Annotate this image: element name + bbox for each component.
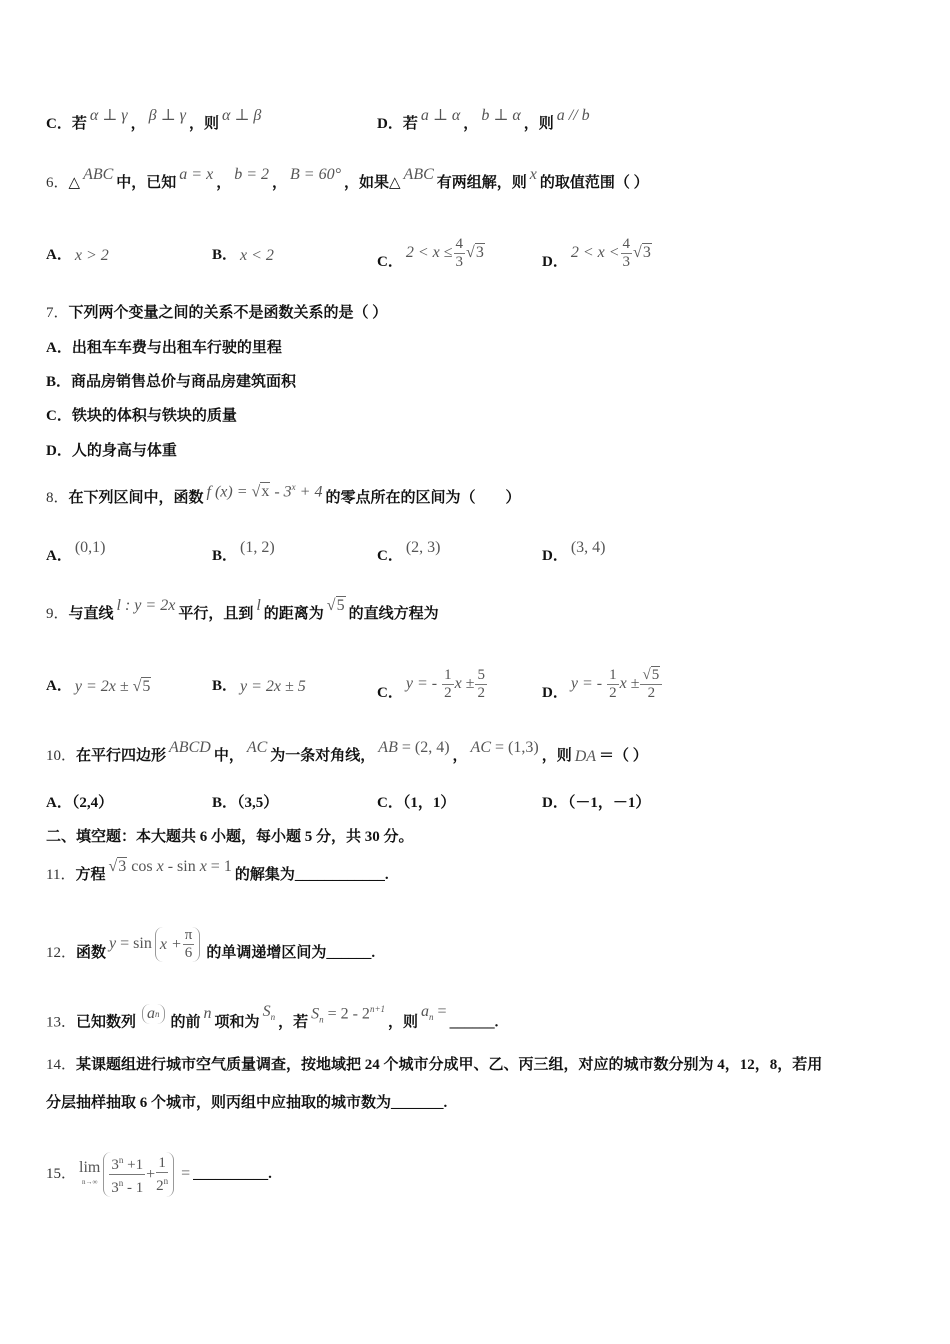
- math-text: (1, 2): [240, 538, 275, 556]
- text: ，则: [523, 116, 554, 132]
- q7-option-c: [46, 406, 237, 426]
- numerator: [156, 1155, 168, 1173]
- q6-option-c: [377, 236, 488, 280]
- math-expression: [530, 165, 537, 185]
- math-symbol: f (x) =: [206, 483, 252, 501]
- answer-blank: ______: [449, 1014, 495, 1031]
- math-symbol: AC: [246, 738, 268, 756]
- math-text: = 1: [206, 857, 232, 875]
- math-text: 3: [111, 1157, 119, 1173]
- q7-option-b: [46, 372, 296, 392]
- math-expression: [139, 1004, 168, 1024]
- math-text: = 2 - 2: [323, 1005, 370, 1023]
- limit-subscript: n→∞: [81, 1177, 98, 1186]
- parentheses: [103, 1152, 174, 1197]
- answer-blank: _______: [391, 1095, 444, 1111]
- q7-option-a: [46, 338, 282, 358]
- math-expression: [75, 538, 106, 558]
- math-symbol: + 4: [295, 483, 323, 501]
- question-number: 13．: [46, 1014, 77, 1031]
- text: A．: [46, 678, 72, 694]
- superscript: n: [163, 1175, 169, 1186]
- math-symbol: x: [529, 165, 537, 183]
- math-symbol: a = x: [179, 165, 214, 183]
- q14-stem-line2: [46, 1093, 447, 1113]
- math-expression: [471, 738, 539, 758]
- q9-option-b: [212, 676, 309, 697]
- denominator: 2: [609, 685, 617, 701]
- text: C．: [377, 253, 403, 270]
- superscript: x: [291, 482, 296, 492]
- subscript: n: [270, 1011, 276, 1022]
- question-number: 12．: [46, 944, 77, 961]
- math-symbol: y = -: [405, 675, 442, 693]
- fraction: [621, 236, 633, 271]
- fraction: [183, 927, 195, 962]
- superscript: n+1: [369, 1004, 386, 1014]
- radicand: 3: [642, 244, 651, 262]
- fraction: [454, 236, 466, 271]
- text: .: [268, 1165, 272, 1182]
- math-symbol: b ⊥ α: [481, 106, 521, 124]
- math-expression: [179, 165, 213, 185]
- superscript: n: [118, 1178, 124, 1188]
- math-text: - sin: [163, 857, 200, 875]
- question-number: 7．: [46, 305, 69, 321]
- numerator: 1: [444, 667, 452, 683]
- fraction: [475, 667, 487, 702]
- math-text: =: [433, 1002, 447, 1020]
- math-symbol: y: [109, 935, 117, 953]
- q6-option-a: [46, 245, 112, 266]
- math-expression: [240, 677, 306, 697]
- text: 为一条对角线，: [270, 748, 376, 764]
- q9-option-c: [377, 667, 491, 711]
- answer-blank: ______: [326, 944, 372, 961]
- text: ，: [452, 748, 468, 764]
- parentheses: [142, 1004, 165, 1024]
- text: D．若: [377, 116, 418, 132]
- math-expression: [169, 738, 211, 758]
- text: A．（2,4）: [46, 795, 114, 811]
- text: .: [371, 944, 376, 961]
- question-number: 14．: [46, 1057, 77, 1073]
- math-symbol: β ⊥ γ: [148, 106, 186, 124]
- math-symbol: a ⊥ α: [420, 106, 461, 124]
- text: D．: [542, 548, 568, 564]
- math-expression: [406, 236, 485, 271]
- denominator: 2: [444, 685, 452, 701]
- math-symbol: AB: [378, 738, 398, 756]
- math-symbol: a: [421, 1002, 430, 1020]
- text: A．: [46, 247, 72, 263]
- q7-stem: [46, 303, 387, 323]
- text: ，若: [278, 1014, 309, 1031]
- text: ，如果△: [344, 175, 401, 191]
- fraction: [109, 1152, 145, 1197]
- math-expression: [90, 106, 128, 126]
- math-text: +1: [123, 1157, 144, 1173]
- text: 在平行四边形: [76, 748, 167, 764]
- numerator: 4: [622, 236, 631, 252]
- q8-stem: [46, 482, 521, 511]
- q8-option-d: [542, 538, 609, 567]
- math-symbol: y = -: [570, 675, 607, 693]
- math-expression: [378, 738, 449, 758]
- answer-blank: ____________: [294, 867, 385, 883]
- denominator: 2: [477, 685, 485, 701]
- subscript: n: [155, 1009, 160, 1020]
- radicand: 5: [651, 667, 660, 683]
- q6-option-b: [212, 245, 277, 266]
- square-root: [133, 677, 152, 695]
- subscript: n: [429, 1011, 434, 1022]
- math-expression: [571, 667, 663, 702]
- math-symbol: x < 2: [240, 246, 274, 264]
- math-expression: [207, 477, 323, 502]
- math-expression: [421, 106, 460, 126]
- text: .: [443, 1095, 448, 1111]
- math-text: (2, 3): [405, 538, 441, 556]
- text: 的取值范围（ ）: [539, 175, 649, 191]
- math-symbol: ABCD: [169, 738, 211, 756]
- denominator: 3: [455, 254, 464, 270]
- fraction: [607, 667, 619, 702]
- denominator: [156, 1173, 168, 1195]
- math-symbol: l: [256, 596, 261, 614]
- square-root: [466, 243, 485, 261]
- math-expression: [575, 747, 596, 767]
- text: B．: [212, 548, 238, 564]
- radical-sign: √: [326, 596, 336, 614]
- math-expression: [263, 1002, 276, 1027]
- math-expression: [406, 538, 441, 558]
- radical-sign: √: [132, 677, 142, 695]
- math-expression: [406, 667, 488, 702]
- math-symbol: ABC: [403, 165, 434, 183]
- text: ，: [272, 175, 288, 191]
- math-expression: [290, 165, 341, 185]
- math-symbol: x > 2: [74, 246, 109, 264]
- math-expression: [247, 738, 267, 758]
- text: 二、填空题：本大题共 6 小题，每小题 5 分，共 30 分。: [46, 829, 414, 845]
- question-number: 10．: [46, 748, 77, 764]
- math-expression: [240, 246, 274, 266]
- math-expression: [109, 927, 203, 962]
- square-root: [642, 666, 660, 683]
- text: B．: [212, 247, 238, 263]
- denominator: [111, 1175, 143, 1197]
- parentheses: [155, 927, 200, 962]
- math-symbol: 2 < x ≤: [405, 244, 453, 262]
- q13-stem: [46, 1002, 499, 1039]
- math-symbol: y = 2x ± 5: [240, 677, 306, 695]
- math-symbol: x ±: [619, 675, 640, 693]
- math-expression: [404, 165, 434, 185]
- text: C．: [377, 548, 403, 564]
- text: 的单调递增区间为: [206, 944, 327, 961]
- text: 平行，且到: [178, 606, 254, 622]
- radical-sign: √: [108, 857, 118, 875]
- math-symbol: α ⊥ γ: [89, 106, 128, 124]
- answer-blank: __________: [193, 1165, 269, 1182]
- math-expression: [117, 596, 176, 616]
- q7-option-d: [46, 441, 177, 461]
- math-text: = (2, 4): [397, 738, 450, 756]
- text: ＝（ ）: [599, 748, 648, 764]
- text: .: [494, 1014, 499, 1031]
- question-number: 15．: [46, 1165, 77, 1182]
- math-symbol: x: [199, 857, 207, 875]
- text: 项和为: [214, 1014, 260, 1031]
- math-expression: [256, 596, 260, 616]
- square-root: [633, 243, 652, 261]
- math-symbol: DA: [574, 747, 597, 765]
- q9-stem: [46, 596, 439, 625]
- superscript: n: [118, 1155, 124, 1165]
- text: C．（1，1）: [377, 795, 456, 811]
- math-expression: [75, 677, 152, 697]
- q9-option-d: [542, 667, 666, 711]
- text: C．: [377, 684, 403, 701]
- text: 的解集为: [234, 867, 295, 883]
- text: B．（3,5）: [212, 795, 279, 811]
- fraction: [156, 1155, 168, 1195]
- numerator: 4: [455, 236, 464, 252]
- text: 某课题组进行城市空气质量调查，按地域把 24 个城市分成甲、乙、丙三组，对应的城市数分别为 4，12，8，若用: [76, 1057, 823, 1073]
- text: ，: [130, 116, 146, 132]
- fraction: [640, 667, 662, 702]
- question-number: 9．: [46, 606, 69, 622]
- text: 的零点所在的区间为（ ）: [325, 490, 521, 507]
- radicand: 5: [336, 596, 345, 614]
- math-text: +: [146, 1165, 156, 1183]
- math-symbol: x ±: [454, 675, 475, 693]
- text: 的距离为: [263, 606, 324, 622]
- math-symbol: l : y = 2x: [116, 596, 176, 614]
- q15-stem: [46, 1152, 272, 1197]
- q9-option-a: [46, 676, 154, 697]
- text: B．商品房销售总价与商品房建筑面积: [46, 374, 297, 390]
- math-expression: [421, 1002, 447, 1027]
- math-expression: [571, 538, 606, 558]
- question-number: 8．: [46, 490, 69, 507]
- math-expression: [204, 1004, 212, 1024]
- radical-sign: √: [466, 244, 475, 262]
- text: C．若: [46, 116, 87, 132]
- text: ，则: [541, 748, 572, 764]
- question-number: 6．: [46, 175, 69, 191]
- math-text: 1: [158, 1154, 166, 1171]
- numerator: 1: [609, 667, 617, 683]
- numerator: [640, 667, 662, 685]
- text: ，则: [188, 116, 219, 132]
- q10-option-a: [46, 793, 113, 813]
- text: D．: [542, 684, 568, 701]
- math-symbol: y = 2x ±: [74, 677, 133, 695]
- math-symbol: x: [156, 857, 164, 875]
- text: A．: [46, 548, 72, 564]
- text: B．: [212, 678, 238, 694]
- q10-stem: [46, 738, 648, 767]
- subscript: n: [319, 1014, 324, 1025]
- math-text: cos: [127, 857, 157, 875]
- numerator: [109, 1152, 145, 1175]
- text: D．人的身高与体重: [46, 443, 177, 459]
- text: 的前: [170, 1014, 201, 1031]
- q8-option-b: [212, 538, 278, 567]
- math-expression: [327, 596, 346, 616]
- question-number: 11．: [46, 867, 76, 883]
- text: 与直线: [68, 606, 114, 622]
- radical-sign: √: [633, 244, 642, 262]
- q11-stem: [46, 857, 389, 886]
- radical-sign: √: [251, 483, 261, 501]
- radicand: 3: [475, 244, 484, 262]
- q5-option-c: [46, 106, 264, 135]
- q12-stem: [46, 927, 376, 971]
- math-text: = sin: [116, 935, 152, 953]
- q14-stem-line1: [46, 1055, 822, 1075]
- square-root: [252, 482, 271, 500]
- math-expression: [108, 857, 231, 877]
- limit: [79, 1158, 101, 1189]
- text: 下列两个变量之间的关系不是函数关系的是（ ）: [68, 305, 388, 321]
- math-expression: [149, 106, 186, 126]
- text: 在下列区间中，函数: [68, 490, 204, 507]
- q6-stem: [46, 165, 649, 194]
- q10-option-b: [212, 793, 278, 813]
- math-symbol: a // b: [556, 106, 590, 124]
- math-expression: [83, 165, 113, 185]
- text: ，: [463, 116, 479, 132]
- q6-option-d: [542, 236, 655, 280]
- math-symbol: b = 2: [234, 165, 270, 183]
- math-symbol: AC: [470, 738, 491, 756]
- numerator: π: [184, 927, 193, 943]
- text: 中，: [213, 748, 244, 764]
- math-text: (3, 4): [570, 538, 606, 556]
- math-expression: [311, 999, 385, 1030]
- q5-option-d: [377, 106, 593, 135]
- q8-option-a: [46, 538, 109, 567]
- math-symbol: - 3: [270, 483, 292, 501]
- denominator: 3: [622, 254, 631, 270]
- math-text: = (1,3): [491, 738, 539, 756]
- q10-option-d: [542, 793, 650, 813]
- math-text: =: [177, 1165, 191, 1183]
- math-symbol: n: [203, 1005, 212, 1023]
- math-expression: [481, 106, 520, 126]
- radicand: 3: [118, 857, 127, 875]
- text: 函数: [76, 944, 107, 961]
- text: C．铁块的体积与铁块的质量: [46, 408, 237, 424]
- math-symbol: α ⊥ β: [221, 106, 262, 124]
- fraction: [442, 667, 454, 702]
- limit-label: lim: [79, 1158, 101, 1176]
- text: 的直线方程为: [348, 606, 439, 622]
- section-heading-fill-in: [46, 827, 414, 847]
- math-symbol: 2 < x <: [570, 244, 620, 262]
- text: 分层抽样抽取 6 个城市，则丙组中应抽取的城市数为: [46, 1095, 392, 1111]
- math-expression: [240, 538, 275, 558]
- math-symbol: x +: [159, 935, 182, 953]
- math-expression: [557, 106, 590, 126]
- radicand: x: [261, 483, 270, 501]
- q10-option-c: [377, 793, 455, 813]
- text: 方程: [75, 867, 106, 883]
- square-root: [327, 596, 346, 614]
- q8-option-c: [377, 538, 444, 567]
- square-root: [108, 857, 127, 875]
- text: D．: [542, 253, 568, 270]
- math-symbol: S: [262, 1002, 271, 1020]
- radical-sign: √: [642, 667, 651, 683]
- math-expression: [571, 236, 652, 271]
- denominator: 6: [184, 945, 193, 961]
- math-expression: [79, 1152, 190, 1197]
- text: 已知数列: [76, 1014, 137, 1031]
- denominator: 2: [647, 685, 656, 701]
- text: ，: [216, 175, 232, 191]
- math-text: - 1: [123, 1180, 144, 1196]
- math-expression: [222, 106, 261, 126]
- math-text: (0,1): [74, 538, 106, 556]
- math-expression: [234, 165, 269, 185]
- numerator: 5: [477, 667, 485, 683]
- math-symbol: B = 60°: [290, 165, 341, 183]
- text: 有两组解，则: [436, 175, 527, 191]
- text: ，则: [388, 1014, 419, 1031]
- radicand: 5: [142, 677, 151, 695]
- text: A．出租车车费与出租车行驶的里程: [46, 340, 282, 356]
- text: .: [384, 867, 389, 883]
- math-symbol: S: [311, 1005, 320, 1023]
- math-expression: [75, 246, 109, 266]
- text: △: [68, 175, 81, 191]
- math-symbol: a: [147, 1005, 156, 1023]
- math-text: 2: [156, 1177, 164, 1194]
- math-symbol: ABC: [83, 165, 114, 183]
- text: D．（－1，－1）: [542, 795, 651, 811]
- text: 中，已知: [116, 175, 177, 191]
- math-text: 3: [111, 1180, 119, 1196]
